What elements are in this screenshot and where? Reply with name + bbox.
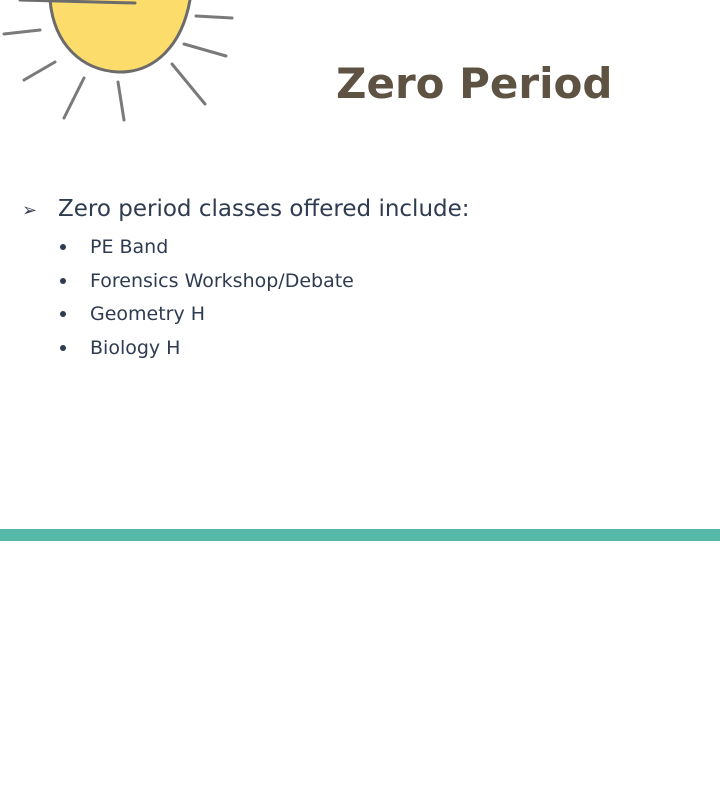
sun-icon xyxy=(0,0,240,130)
list-item xyxy=(60,230,354,264)
dot-bullet-icon xyxy=(60,244,66,250)
list-item xyxy=(60,264,354,298)
list-item-label: Forensics Workshop/Debate xyxy=(90,269,354,292)
dot-bullet-icon xyxy=(60,311,66,317)
dot-bullet-icon xyxy=(60,278,66,284)
list-item xyxy=(60,297,354,331)
list-item xyxy=(60,331,354,365)
main-bullet xyxy=(22,194,470,224)
class-list xyxy=(60,230,354,365)
main-bullet-text: Zero period classes offered include: xyxy=(58,196,470,222)
list-item-label: Geometry H xyxy=(90,303,206,326)
list-item-label: PE Band xyxy=(90,235,169,258)
list-item-label: Biology H xyxy=(90,336,181,359)
arrow-bullet-icon: ➢ xyxy=(22,200,38,221)
page-title: Zero Period xyxy=(336,59,613,108)
teal-divider xyxy=(0,529,720,541)
dot-bullet-icon xyxy=(60,345,66,351)
